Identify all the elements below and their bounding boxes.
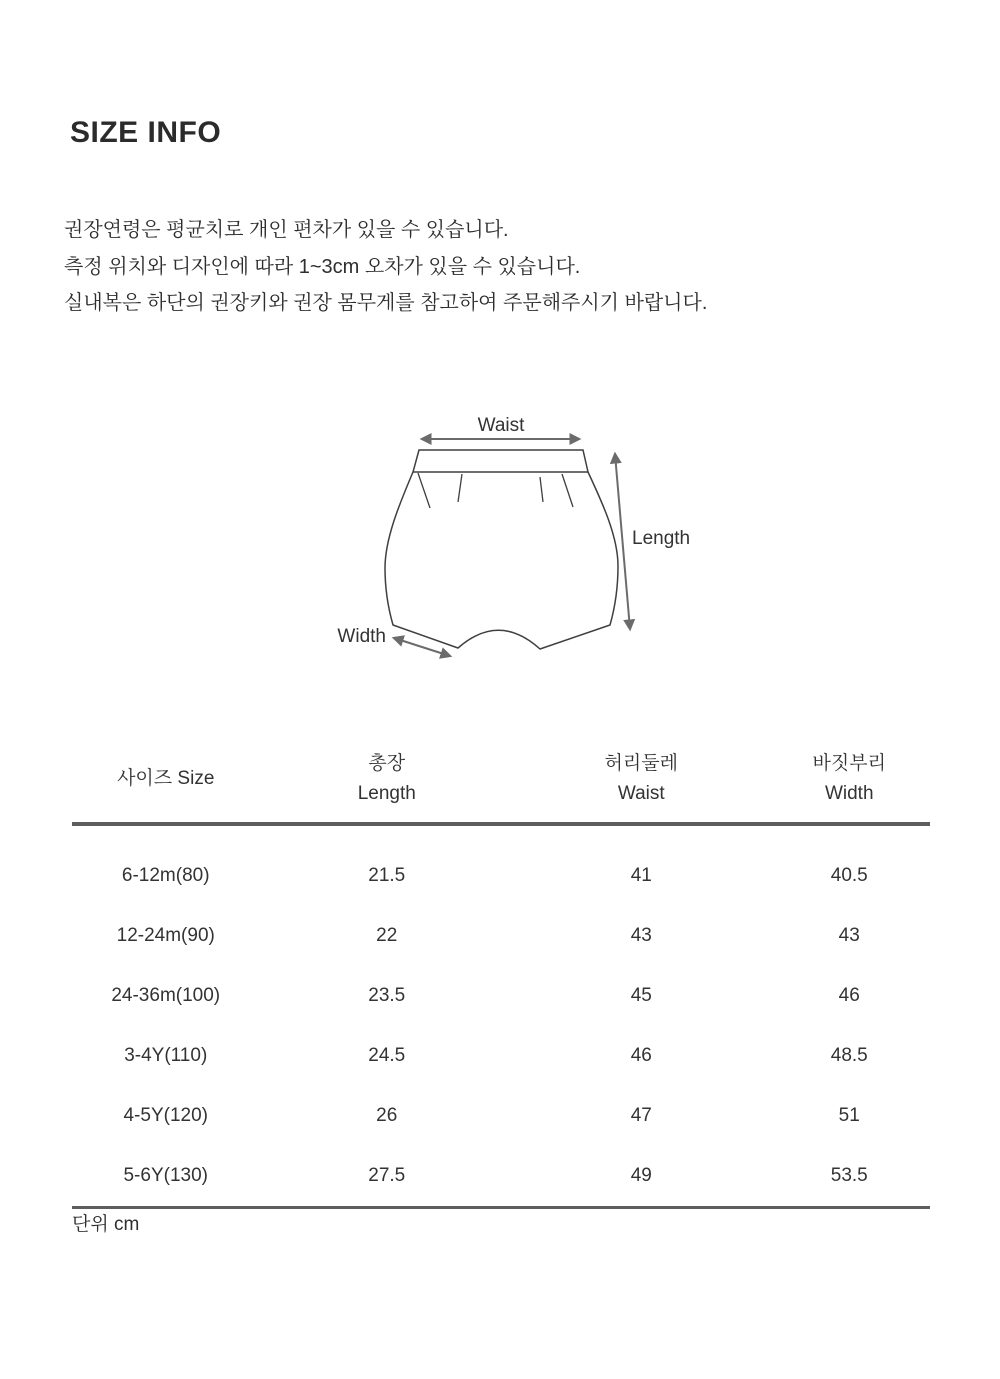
cell-length: 24.5 [368,1045,406,1066]
cell-size: 3-4Y(110) [124,1045,208,1066]
note-line-3: 실내복은 하단의 권장키와 권장 몸무게를 참고하여 주문해주시기 바랍니다. [64,292,708,314]
col-header-width: 바짓부리 Width [812,753,886,804]
header-row [72,736,930,824]
cell-length: 26 [376,1105,398,1126]
unit-note: 단위 cm [72,1214,140,1235]
cell-size: 5-6Y(130) [123,1165,208,1186]
shorts-measurement-diagram [320,403,710,678]
cell-waist: 41 [630,865,652,886]
note-line-2: 측정 위치와 디자인에 따라 1~3cm 오차가 있을 수 있습니다. [64,255,581,278]
cell-width: 40.5 [830,865,868,886]
length-arrow [615,454,630,629]
cell-width: 43 [838,925,860,946]
shorts-pleats [418,473,573,508]
cell-size: 6-12m(80) [121,865,210,886]
width-arrow [394,638,450,656]
diagram-width-label: Width [337,626,386,647]
shorts-waistband [413,450,588,472]
page-title: SIZE INFO [70,116,222,149]
table-row [72,1146,930,1208]
cell-width: 51 [838,1105,860,1126]
cell-length: 27.5 [368,1165,406,1186]
col-header-waist: 허리둘레 Waist [604,753,678,804]
cell-size: 12-24m(90) [116,925,215,946]
shorts-body-outline [385,472,618,649]
table-row [72,1026,930,1086]
table-row [72,966,930,1026]
cell-length: 21.5 [368,865,406,886]
cell-width: 46 [838,985,860,1006]
size-table-section [72,736,930,1209]
table-row [72,906,930,966]
cell-waist: 46 [630,1045,652,1066]
col-header-length: 총장 Length [357,753,416,804]
cell-size: 4-5Y(120) [123,1105,208,1126]
size-table [72,736,930,1209]
col-header-size: 사이즈 Size [117,768,215,789]
cell-waist: 47 [630,1105,652,1126]
cell-size: 24-36m(100) [111,985,221,1006]
cell-length: 22 [376,925,398,946]
cell-width: 53.5 [830,1165,868,1186]
size-notes [64,212,707,322]
diagram-waist-label: Waist [477,415,525,436]
cell-waist: 45 [630,985,652,1006]
cell-waist: 43 [630,925,652,946]
table-row [72,1086,930,1146]
cell-length: 23.5 [368,985,406,1006]
diagram-length-label: Length [632,528,691,549]
note-line-1: 권장연령은 평균치로 개인 편차가 있을 수 있습니다. [64,219,509,241]
table-row [72,824,930,906]
cell-width: 48.5 [830,1045,868,1066]
cell-waist: 49 [630,1165,652,1186]
